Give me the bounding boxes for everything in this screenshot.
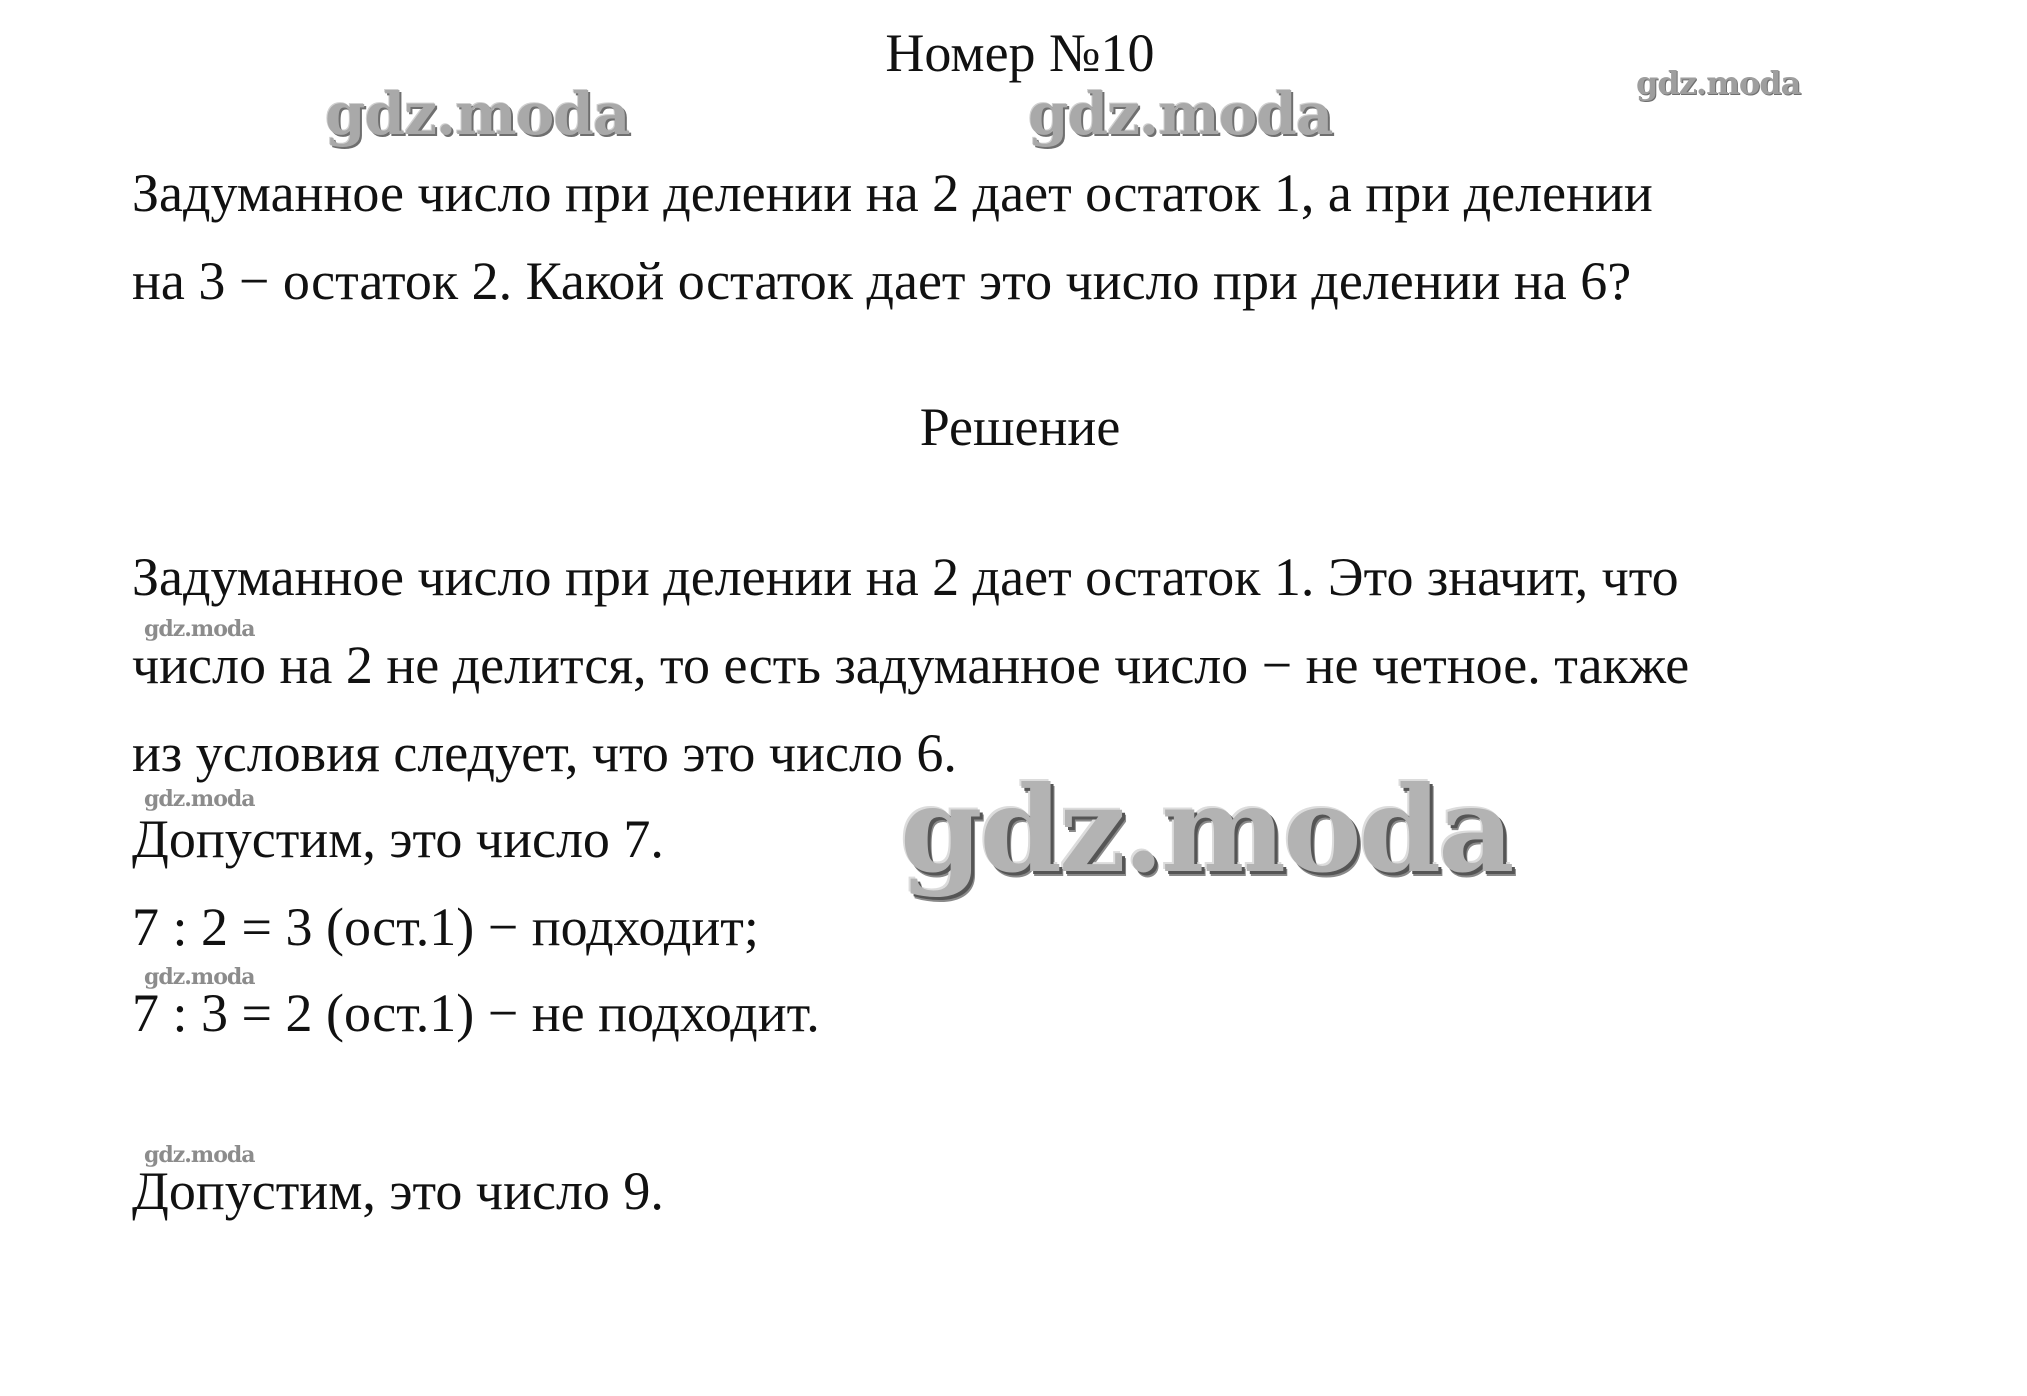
watermark-logo: gdz.moda — [325, 80, 630, 148]
solution-line: 7 : 2 = 3 (ост.1) − подходит; — [132, 897, 759, 957]
problem-line: на 3 − остаток 2. Какой остаток дает это число при делении на 6? — [132, 251, 1632, 311]
page-title: Номер №10 — [885, 23, 1155, 83]
solution-line: Задуманное число при делении на 2 дает остаток 1. Это значит, что — [132, 547, 1679, 607]
solution-line: Допустим, это число 9. — [132, 1161, 664, 1221]
solution-line: 7 : 3 = 2 (ост.1) − не подходит. — [132, 983, 820, 1043]
watermark-logo: gdz.moda — [144, 616, 255, 642]
solution-line: Допустим, это число 7. — [132, 809, 664, 869]
solution-line: из условия следует, что это число 6. — [132, 723, 957, 783]
watermark-logo: gdz.moda — [144, 786, 255, 812]
watermark-logo: gdz.moda — [1636, 64, 1801, 102]
watermark-logo-large: gdz.moda — [900, 760, 1512, 899]
problem-line: Задуманное число при делении на 2 дает остаток 1, а при делении — [132, 163, 1653, 223]
solution-heading: Решение — [919, 397, 1121, 457]
watermark-logo: gdz.moda — [144, 964, 255, 990]
solution-line: число на 2 не делится, то есть задуманное число − не четное. также — [132, 635, 1690, 695]
watermark-logo: gdz.moda — [144, 1142, 255, 1168]
watermark-logo: gdz.moda — [1028, 80, 1333, 148]
